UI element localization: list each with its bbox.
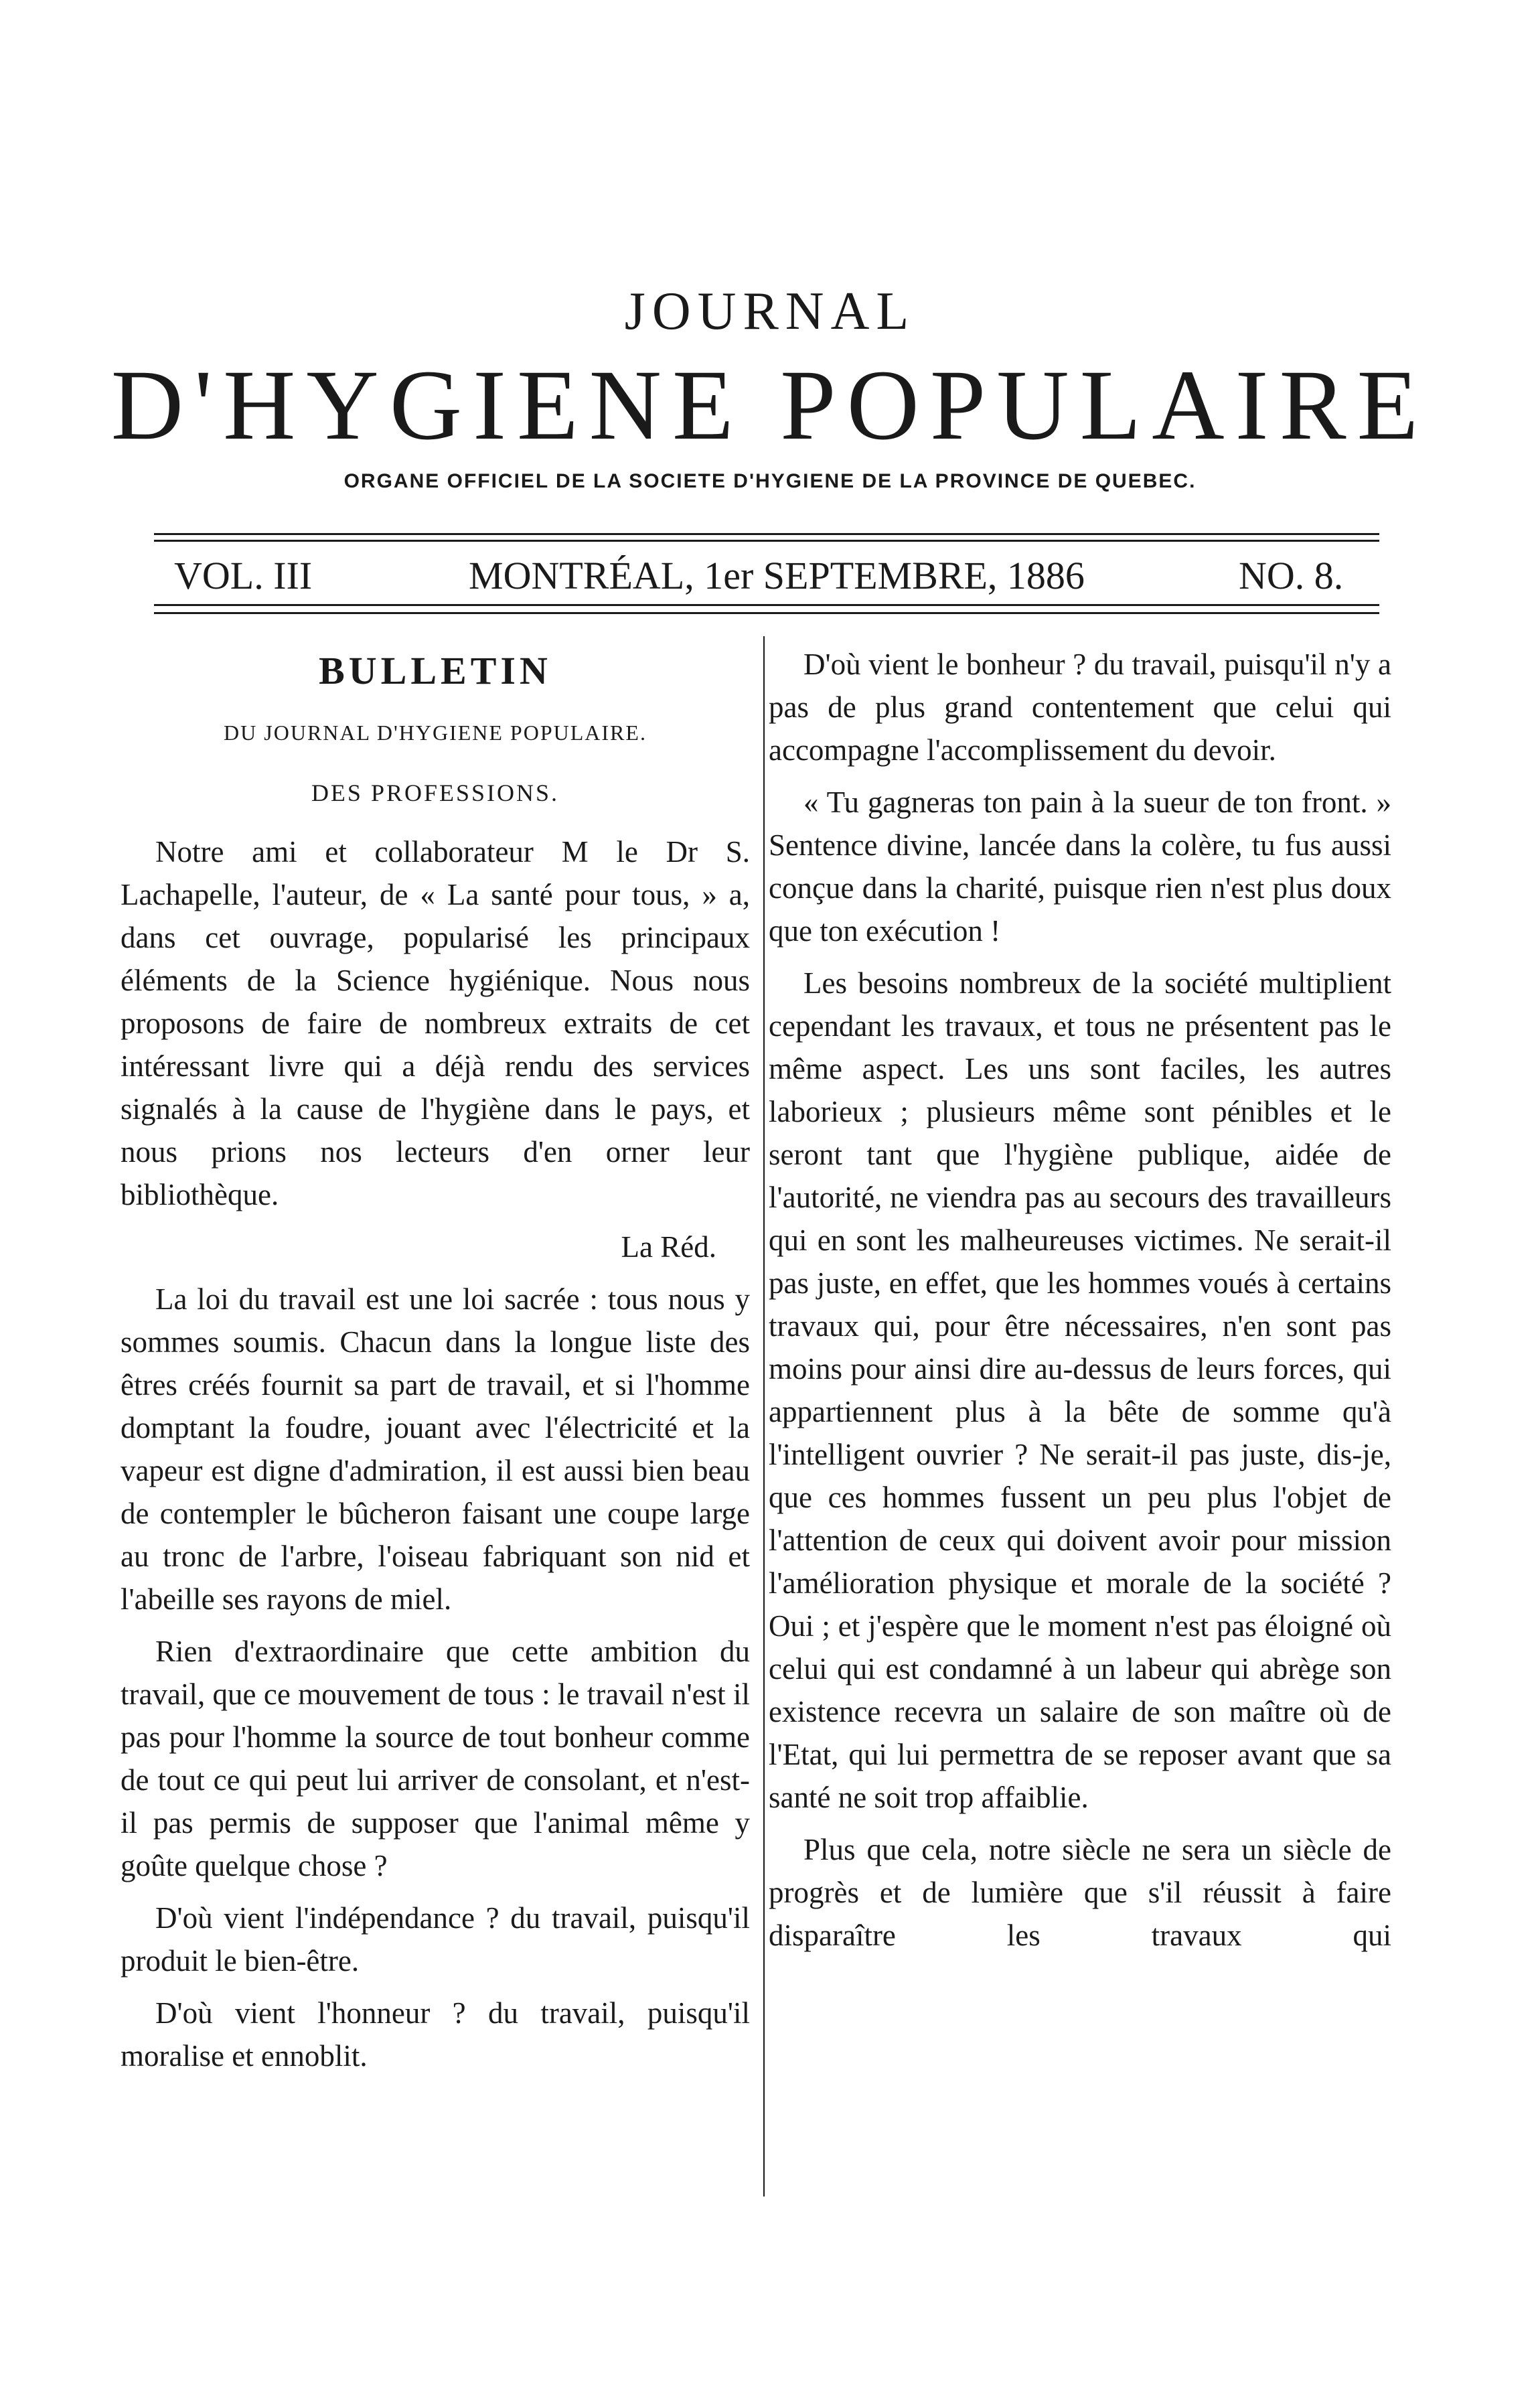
journal-label: JOURNAL — [624, 282, 916, 341]
issue-rule-bottom-inner — [154, 612, 1379, 614]
left-column — [121, 643, 750, 2087]
article-paragraph: D'où vient l'honneur ? du travail, puisqu'il moralise et ennoblit. — [121, 1996, 750, 2073]
issue-number: NO. 8. — [1239, 554, 1344, 597]
editorial-signature: La Réd. — [621, 1230, 716, 1264]
place-date: MONTRÉAL, 1er SEPTEMBRE, 1886 — [469, 554, 1085, 597]
article-paragraph: La loi du travail est une loi sacrée : tous nous y sommes soumis. Chacun dans la longue liste des êtres créés fournit sa part de travail, et si l'homme domptant la foudre, jouant avec l'électricité et la vapeur est digne d'admiration, il est aussi bien beau de contempler le bûcheron faisant une coupe large au tronc de l'arbre, l'oiseau fabriquant son nid et l'abeille ses rayons de miel. — [121, 1282, 750, 1616]
editorial-signature-line — [121, 1225, 750, 1268]
column-divider — [763, 636, 765, 2197]
volume-label: VOL. III — [174, 554, 313, 597]
article-paragraph: Les besoins nombreux de la société multiplient cependant les travaux, et tous ne présentent pas le même aspect. Les uns sont faciles, les autres laborieux ; plusieurs même sont pénibles et le seront tant que l'hygiène publique, aidée de l'autorité, ne viendra pas au secours des travailleurs qui en sont les malheureuses victimes. Ne serait-il pas juste, en effet, que les hommes voués à certains travaux qui, pour être nécessaires, n'en sont pas moins pour ainsi dire au-dessus de leurs forces, qui appartiennent plus à la bête de somme qu'à l'intelligent ouvrier ? Ne serait-il pas juste, dis-je, que ces hommes fussent un peu plus l'objet de l'attention de ceux qui doivent avoir pour mission l'amélioration physique et morale de la société ? Oui ; et j'espère que le moment n'est pas éloigné où celui qui est condamné à un labeur qui abrège son existence recevra un salaire de son maître où de l'Etat, qui lui permettra de se reposer avant que sa santé ne soit trop affaiblie. — [769, 966, 1391, 1814]
article-paragraph: Plus que cela, notre siècle ne sera un siècle de progrès et de lumière que s'il réussit à faire disparaître les travaux qui — [769, 1833, 1391, 1952]
bulletin-heading: BULLETIN — [319, 649, 552, 692]
masthead-rule-top — [154, 533, 1379, 535]
bulletin-subheading: DU JOURNAL D'HYGIENE POPULAIRE. — [224, 721, 647, 745]
issue-rule-bottom — [154, 604, 1379, 606]
newspaper-title: D'HYGIENE POPULAIRE — [110, 350, 1430, 461]
newspaper-subtitle: ORGANE OFFICIEL DE LA SOCIETE D'HYGIENE DE LA PROVINCE DE QUEBEC. — [343, 470, 1197, 492]
right-column — [769, 643, 1391, 1966]
section-title: DES PROFESSIONS. — [311, 779, 560, 806]
editorial-intro: Notre ami et collaborateur M le Dr S. Lachapelle, l'auteur, de « La santé pour tous, » a, dans cet ouvrage, popularisé les principaux éléments de la Science hygiénique. Nous nous proposons de faire de nombreux extraits de cet intéressant livre qui a déjà rendu des services signalés à la cause de l'hygiène dans le pays, et nous prions nos lecteurs d'en orner leur bibliothèque. — [121, 835, 750, 1211]
article-paragraph: « Tu gagneras ton pain à la sueur de ton front. » Sentence divine, lancée dans la colère, tu fus aussi conçue dans la charité, puisque rien n'est plus doux que ton exécution ! — [769, 786, 1391, 948]
article-paragraph: D'où vient l'indépendance ? du travail, puisqu'il produit le bien-être. — [121, 1901, 750, 1978]
article-paragraph: D'où vient le bonheur ? du travail, puisqu'il n'y a pas de plus grand contentement que celui qui accompagne l'accomplissement du devoir. — [769, 648, 1391, 767]
masthead-rule-top-inner — [154, 540, 1379, 542]
article-paragraph: Rien d'extraordinaire que cette ambition du travail, que ce mouvement de tous : le travail n'est il pas pour l'homme la source de tout bonheur comme de tout ce qui peut lui arriver de consolant, et n'est-il pas permis de supposer que l'animal même y goûte quelque chose ? — [121, 1635, 750, 1882]
